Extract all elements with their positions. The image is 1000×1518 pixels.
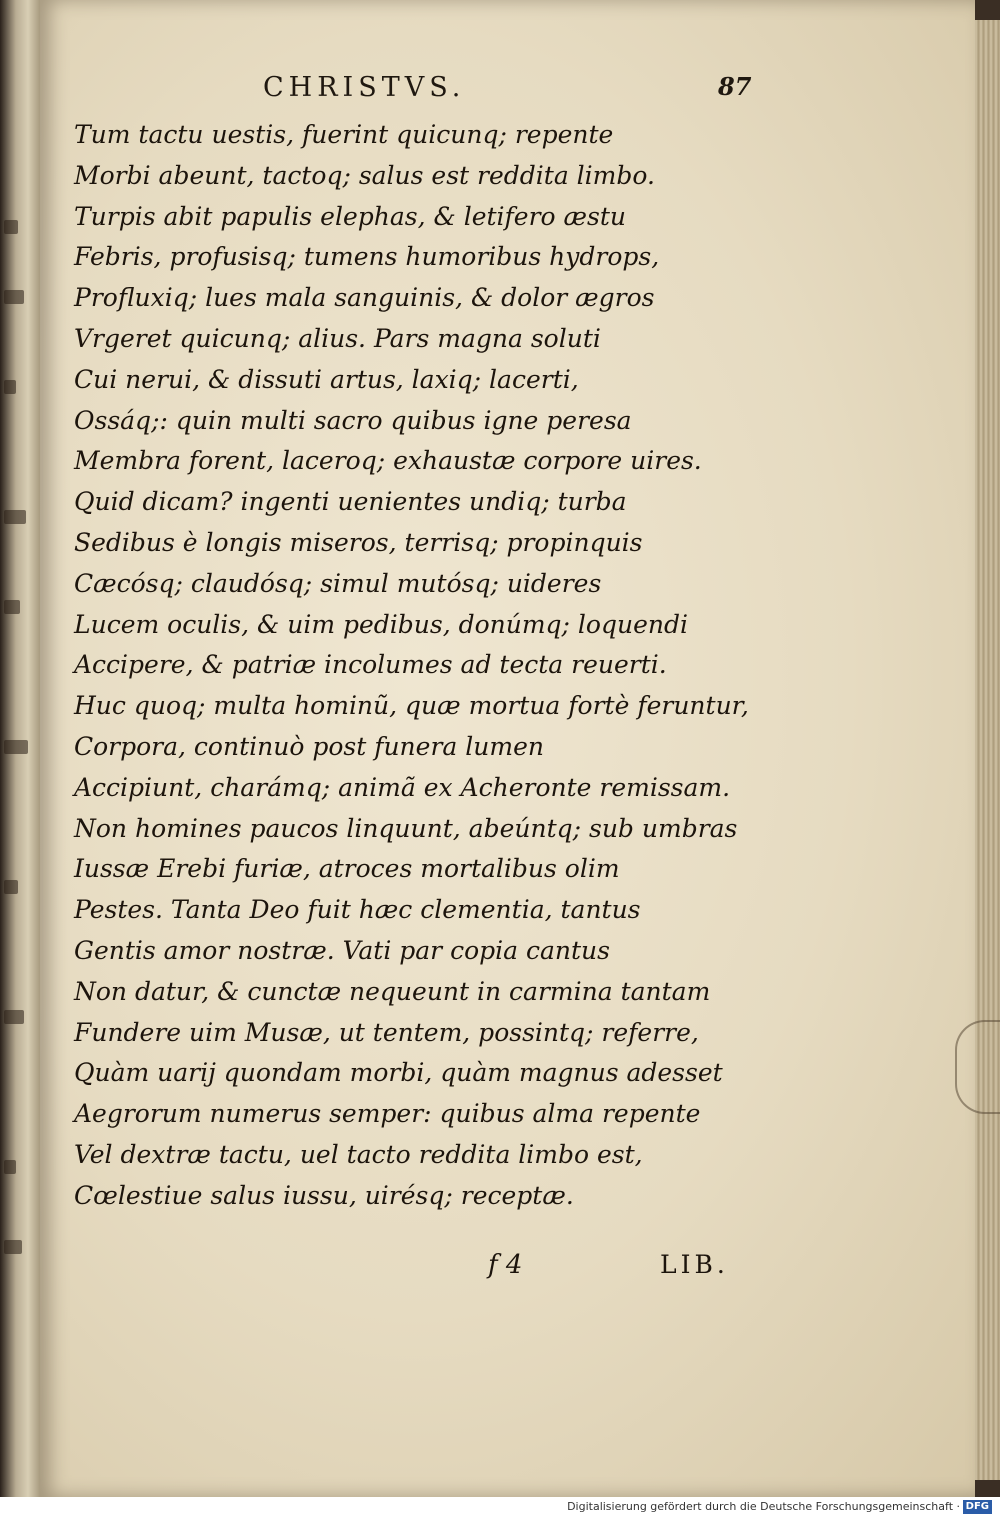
catchword: LIB. (660, 1250, 729, 1279)
verse-line: Profluxiq; lues mala sanguinis, & dolor ægros (74, 283, 655, 313)
verse-line: Huc quoq; multa hominũ, quæ mortua fortè feruntur, (74, 691, 749, 721)
verse-line: Non homines paucos linquunt, abeúntq; sub umbras (74, 813, 738, 843)
verse-line: Gentis amor nostræ. Vati par copia cantus (74, 935, 610, 965)
verse-line: Iussæ Erebi furiæ, atroces mortalibus olim (74, 854, 620, 884)
verse-line: Cœlestiue salus iussu, uirésq; receptæ. (74, 1180, 574, 1210)
verse-line: Accipere, & patriæ incolumes ad tecta reuerti. (74, 650, 667, 680)
verse-line: Membra forent, laceroq; exhaustæ corpore uires. (74, 446, 702, 476)
dfg-logo-icon: DFG (963, 1500, 992, 1514)
verse-line: Sedibus è longis miseros, terrisq; propinquis (74, 527, 643, 557)
verse-line: Cui nerui, & dissuti artus, laxiq; lacerti, (74, 364, 579, 394)
running-head: CHRISTVS. (263, 72, 466, 103)
verse-line: Accipiunt, charámq; animã ex Acheronte remissam. (74, 772, 731, 802)
signature-mark: f 4 (488, 1250, 523, 1280)
verse-text (74, 115, 764, 1217)
verse-line: Tum tactu uestis, fuerint quicunq; repente (74, 120, 614, 149)
verse-line: Ossáq;: quin multi sacro quibus igne peresa (74, 405, 632, 435)
page-header (0, 72, 1000, 112)
verse-line: Quàm uarij quondam morbi, quàm magnus adesset (74, 1058, 723, 1088)
verse-line: Morbi abeunt, tactoq; salus est reddita limbo. (74, 160, 655, 190)
verse-line: Quid dicam? ingenti uenientes undiq; turba (74, 487, 627, 517)
funding-note: Digitalisierung gefördert durch die Deutsche Forschungsgemeinschaft · (567, 1500, 960, 1513)
verse-line: Fundere uim Musæ, ut tentem, possintq; referre, (74, 1017, 699, 1047)
page-number: 87 (718, 72, 752, 101)
verse-line: Non datur, & cunctæ nequeunt in carmina tantam (74, 976, 711, 1006)
verse-line: Lucem oculis, & uim pedibus, donúmq; loquendi (74, 609, 688, 639)
verse-line: Turpis abit papulis elephas, & letifero æstu (74, 201, 627, 231)
previous-page-text-fragments (4, 180, 36, 1280)
verse-line: Cæcósq; claudósq; simul mutósq; uideres (74, 568, 602, 598)
verse-line: Vrgeret quicunq; alius. Pars magna soluti (74, 323, 601, 353)
verse-line: Febris, profusisq; tumens humoribus hydrops, (74, 242, 660, 272)
funding-bar (0, 1497, 1000, 1518)
page-footer (0, 1250, 1000, 1290)
clasp-mark (955, 1020, 1000, 1114)
verse-line: Aegrorum numerus semper: quibus alma repente (74, 1099, 701, 1129)
verse-line: Pestes. Tanta Deo fuit hæc clementia, tantus (74, 895, 641, 925)
verse-line: Corpora, continuò post funera lumen (74, 731, 544, 761)
verse-line: Vel dextræ tactu, uel tacto reddita limbo est, (74, 1139, 643, 1169)
